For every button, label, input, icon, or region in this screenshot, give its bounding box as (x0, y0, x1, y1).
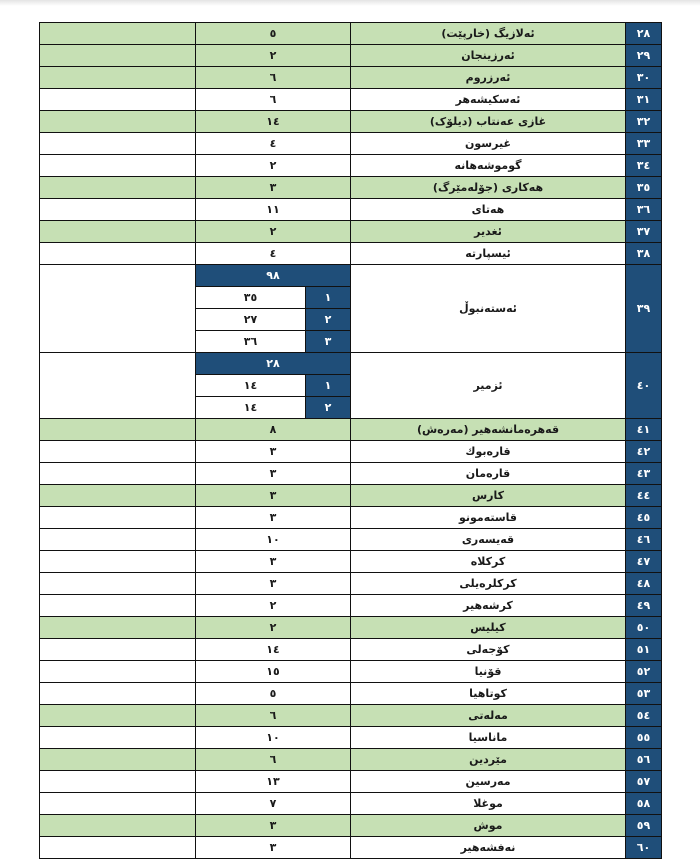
empty-cell (40, 595, 196, 617)
province-name-cell: كارس (351, 485, 626, 507)
province-name-cell: ئەرزینجان (351, 45, 626, 67)
table-row (40, 727, 662, 749)
province-name-cell: غازی عەنتاب (دیلۆک) (351, 111, 626, 133)
table-row (40, 749, 662, 771)
empty-cell (40, 749, 196, 771)
table-row (40, 661, 662, 683)
row-number-cell: ٥٩ (626, 815, 662, 837)
value-cell: ١٣ (196, 771, 351, 793)
district-value-cell: ١٤ (196, 375, 306, 397)
table-row (40, 595, 662, 617)
row-number-cell: ٢٩ (626, 45, 662, 67)
value-cell: ٢ (196, 155, 351, 177)
value-cell: ٣ (196, 177, 351, 199)
row-number-cell: ٥١ (626, 639, 662, 661)
district-index-cell: ٢ (306, 397, 351, 419)
value-cell: ٣ (196, 507, 351, 529)
table-row (40, 617, 662, 639)
row-number-cell: ٣٢ (626, 111, 662, 133)
district-index-cell: ١ (306, 287, 351, 309)
value-cell: ١٠ (196, 727, 351, 749)
table-row (40, 177, 662, 199)
row-number-cell: ٣٨ (626, 243, 662, 265)
row-number-cell: ٣١ (626, 89, 662, 111)
province-name-cell: قارەبوك (351, 441, 626, 463)
value-cell: ٣ (196, 485, 351, 507)
table-row (40, 155, 662, 177)
value-cell: ١٠ (196, 529, 351, 551)
value-cell: ٥ (196, 683, 351, 705)
province-name-cell: كرشەهیر (351, 595, 626, 617)
empty-cell (40, 221, 196, 243)
province-name-cell: مەلەتی (351, 705, 626, 727)
province-name-cell: ئیسپارتە (351, 243, 626, 265)
row-number-cell: ٤٥ (626, 507, 662, 529)
table-row (40, 815, 662, 837)
row-number-cell: ٣٦ (626, 199, 662, 221)
district-value-cell: ٣٥ (196, 287, 306, 309)
empty-cell (40, 353, 196, 419)
row-number-cell: ٤٤ (626, 485, 662, 507)
empty-cell (40, 727, 196, 749)
empty-cell (40, 177, 196, 199)
province-name-cell: ئزمیر (351, 353, 626, 419)
empty-cell (40, 771, 196, 793)
province-seats-table (39, 22, 662, 859)
table-row (40, 793, 662, 815)
empty-cell (40, 529, 196, 551)
table-row (40, 419, 662, 441)
province-name-cell: غیرسون (351, 133, 626, 155)
district-index-cell: ٣ (306, 331, 351, 353)
empty-cell (40, 89, 196, 111)
value-cell: ٢ (196, 221, 351, 243)
empty-cell (40, 573, 196, 595)
table-row (40, 771, 662, 793)
province-name-cell: كۆجەلی (351, 639, 626, 661)
row-number-cell: ٤٦ (626, 529, 662, 551)
value-cell: ٣ (196, 815, 351, 837)
table-row (40, 89, 662, 111)
district-value-cell: ٣٦ (196, 331, 306, 353)
district-value-cell: ١٤ (196, 397, 306, 419)
province-name-cell: ماناسیا (351, 727, 626, 749)
row-number-cell: ٢٨ (626, 23, 662, 45)
value-cell: ٥ (196, 23, 351, 45)
value-cell: ١٤ (196, 639, 351, 661)
empty-cell (40, 551, 196, 573)
value-cell: ٣ (196, 837, 351, 859)
empty-cell (40, 111, 196, 133)
province-name-cell: ئەسکیشەهر (351, 89, 626, 111)
province-name-cell: هەتای (351, 199, 626, 221)
table-row (40, 507, 662, 529)
table-row (40, 221, 662, 243)
table-row (40, 23, 662, 45)
province-name-cell: قەیسەری (351, 529, 626, 551)
value-cell: ٢ (196, 45, 351, 67)
subtotal-cell: ٢٨ (196, 353, 351, 375)
row-number-cell: ٥٨ (626, 793, 662, 815)
row-number-cell: ٤٩ (626, 595, 662, 617)
province-name-cell: قارەمان (351, 463, 626, 485)
subtotal-cell: ٩٨ (196, 265, 351, 287)
value-cell: ٦ (196, 705, 351, 727)
empty-cell (40, 419, 196, 441)
value-cell: ٨ (196, 419, 351, 441)
province-name-cell: ئەلازیگ (خارپێت) (351, 23, 626, 45)
value-cell: ٤ (196, 133, 351, 155)
value-cell: ٧ (196, 793, 351, 815)
value-cell: ٣ (196, 551, 351, 573)
value-cell: ٢ (196, 595, 351, 617)
row-number-cell: ٥٣ (626, 683, 662, 705)
value-cell: ١١ (196, 199, 351, 221)
empty-cell (40, 617, 196, 639)
row-number-cell: ٣٩ (626, 265, 662, 353)
table-row (40, 45, 662, 67)
row-number-cell: ٤٠ (626, 353, 662, 419)
empty-cell (40, 485, 196, 507)
empty-cell (40, 463, 196, 485)
row-number-cell: ٥٠ (626, 617, 662, 639)
row-number-cell: ٥٢ (626, 661, 662, 683)
empty-cell (40, 683, 196, 705)
value-cell: ٦ (196, 67, 351, 89)
empty-cell (40, 793, 196, 815)
table-row (40, 529, 662, 551)
province-name-cell: هەکاری (جۆلەمێرگ) (351, 177, 626, 199)
value-cell: ٦ (196, 749, 351, 771)
row-number-cell: ٣٧ (626, 221, 662, 243)
table-row (40, 441, 662, 463)
value-cell: ٦ (196, 89, 351, 111)
district-index-cell: ١ (306, 375, 351, 397)
row-number-cell: ٤٨ (626, 573, 662, 595)
table-row (40, 243, 662, 265)
empty-cell (40, 441, 196, 463)
province-name-cell: نەفشەهیر (351, 837, 626, 859)
empty-cell (40, 133, 196, 155)
table-row (40, 67, 662, 89)
empty-cell (40, 705, 196, 727)
empty-cell (40, 815, 196, 837)
table-row (40, 573, 662, 595)
table-row-split (40, 265, 662, 287)
value-cell: ١٤ (196, 111, 351, 133)
table-row (40, 683, 662, 705)
table-row (40, 111, 662, 133)
row-number-cell: ٣٠ (626, 67, 662, 89)
row-number-cell: ٤١ (626, 419, 662, 441)
empty-cell (40, 837, 196, 859)
value-cell: ٤ (196, 243, 351, 265)
empty-cell (40, 67, 196, 89)
empty-cell (40, 199, 196, 221)
province-name-cell: قەهرەمانشەهیر (مەرەش) (351, 419, 626, 441)
row-number-cell: ٤٢ (626, 441, 662, 463)
table-row (40, 551, 662, 573)
row-number-cell: ٥٥ (626, 727, 662, 749)
province-name-cell: كركلاە (351, 551, 626, 573)
table-row (40, 485, 662, 507)
empty-cell (40, 507, 196, 529)
value-cell: ٢ (196, 617, 351, 639)
table-row (40, 133, 662, 155)
row-number-cell: ٦٠ (626, 837, 662, 859)
row-number-cell: ٤٣ (626, 463, 662, 485)
empty-cell (40, 23, 196, 45)
province-name-cell: مەرسین (351, 771, 626, 793)
table-row (40, 639, 662, 661)
empty-cell (40, 243, 196, 265)
empty-cell (40, 661, 196, 683)
empty-cell (40, 265, 196, 353)
province-name-cell: قۆنیا (351, 661, 626, 683)
value-cell: ٣ (196, 463, 351, 485)
table-row (40, 199, 662, 221)
province-name-cell: موغلا (351, 793, 626, 815)
table-row-split (40, 353, 662, 375)
table-row (40, 705, 662, 727)
empty-cell (40, 155, 196, 177)
value-cell: ١٥ (196, 661, 351, 683)
province-name-cell: ئغدیر (351, 221, 626, 243)
row-number-cell: ٣٣ (626, 133, 662, 155)
province-name-cell: موش (351, 815, 626, 837)
district-value-cell: ٢٧ (196, 309, 306, 331)
table-row (40, 463, 662, 485)
row-number-cell: ٤٧ (626, 551, 662, 573)
empty-cell (40, 45, 196, 67)
row-number-cell: ٥٤ (626, 705, 662, 727)
province-name-cell: ئەرزروم (351, 67, 626, 89)
row-number-cell: ٥٧ (626, 771, 662, 793)
empty-cell (40, 639, 196, 661)
province-name-cell: ئەستەنبوڵ (351, 265, 626, 353)
row-number-cell: ٣٥ (626, 177, 662, 199)
province-name-cell: گوموشەهانە (351, 155, 626, 177)
province-name-cell: كیلیس (351, 617, 626, 639)
row-number-cell: ٣٤ (626, 155, 662, 177)
table-row (40, 837, 662, 859)
value-cell: ٣ (196, 441, 351, 463)
district-index-cell: ٢ (306, 309, 351, 331)
province-name-cell: قاستەمونو (351, 507, 626, 529)
row-number-cell: ٥٦ (626, 749, 662, 771)
province-name-cell: كوتاهیا (351, 683, 626, 705)
window-top-shadow (0, 0, 700, 6)
province-name-cell: مێردین (351, 749, 626, 771)
province-name-cell: كركلرەیلی (351, 573, 626, 595)
value-cell: ٣ (196, 573, 351, 595)
